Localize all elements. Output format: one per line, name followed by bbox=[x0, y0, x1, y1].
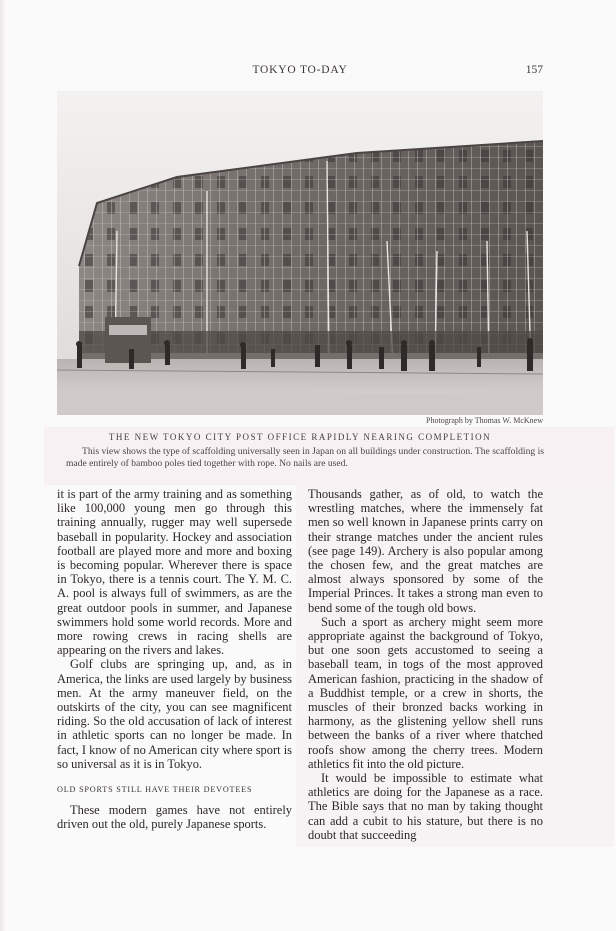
caption-title: THE NEW TOKYO CITY POST OFFICE RAPIDLY NEARING COMPLETION bbox=[108, 432, 492, 442]
page-number: 157 bbox=[525, 64, 543, 76]
caption-text: This view shows the type of scaffolding universally seen in Japan on all buildings under construction. The scaffolding is made entirely of bamboo poles tied together with rope. No nails are used. bbox=[66, 446, 544, 469]
paragraph: It would be impossible to estimate what athletics are doing for the Japanese as a race. The Bible says that no man by taking thought can add a cubit to his stature, but there is no doubt that succeeding bbox=[308, 771, 543, 842]
photo-credit: Photograph by Thomas W. McKnew bbox=[426, 416, 543, 425]
paragraph: it is part of the army training and as something like 100,000 young men go through this training annually, rugger may well supersede baseball in popularity. Hockey and association football are played more and more and boxing is becoming popular. Wherever there is space in Tokyo, there is a tennis court. The Y. M. C. A. pool is always full of swimmers, as are the great outdoor pools in summer, and Japanese swimmers hold some world records. More and more rowing crews in racing shells are appearing on the rivers and lakes. bbox=[57, 487, 292, 658]
right-column bbox=[308, 487, 543, 842]
section-subhead: OLD SPORTS STILL HAVE THEIR DEVOTEES bbox=[57, 785, 253, 795]
running-title: TOKYO TO-DAY bbox=[252, 64, 348, 76]
left-column bbox=[57, 487, 292, 832]
paragraph: These modern games have not entirely driven out the old, purely Japanese sports. bbox=[57, 803, 292, 832]
paragraph: Such a sport as archery might seem more appropriate against the background of Tokyo, but one soon gets accustomed to seeing a baseball team, in togs of the most approved American fashion, practicing in the shadow of a Buddhist temple, or a crew in shorts, the muscles of their bronzed backs working in harmony, as the glistening yellow shell runs between the banks of a river where thatched roofs show among the cherry trees. Modern athletics fit into the old picture. bbox=[308, 614, 543, 771]
photo-post-office-scaffolding bbox=[57, 91, 543, 415]
paragraph: Golf clubs are springing up, and, as in America, the links are used largely by business men. At the army maneuver field, on the outskirts of the city, you can see magnificent riding. So the old accusation of lack of interest in athletic sports can no longer be made. In fact, I know of no American city where sport is so universal as it is in Tokyo. bbox=[57, 657, 292, 771]
paragraph: Thousands gather, as of old, to watch the wrestling matches, where the immensely fat men so well known in Japanese prints carry on their strange matches under the ancient rules (see page 149). Archery is also popular among the chosen few, and the great matches are almost always sponsored by some of the Imperial Princes. It takes a strong man even to bend some of the tough old bows. bbox=[308, 487, 543, 615]
